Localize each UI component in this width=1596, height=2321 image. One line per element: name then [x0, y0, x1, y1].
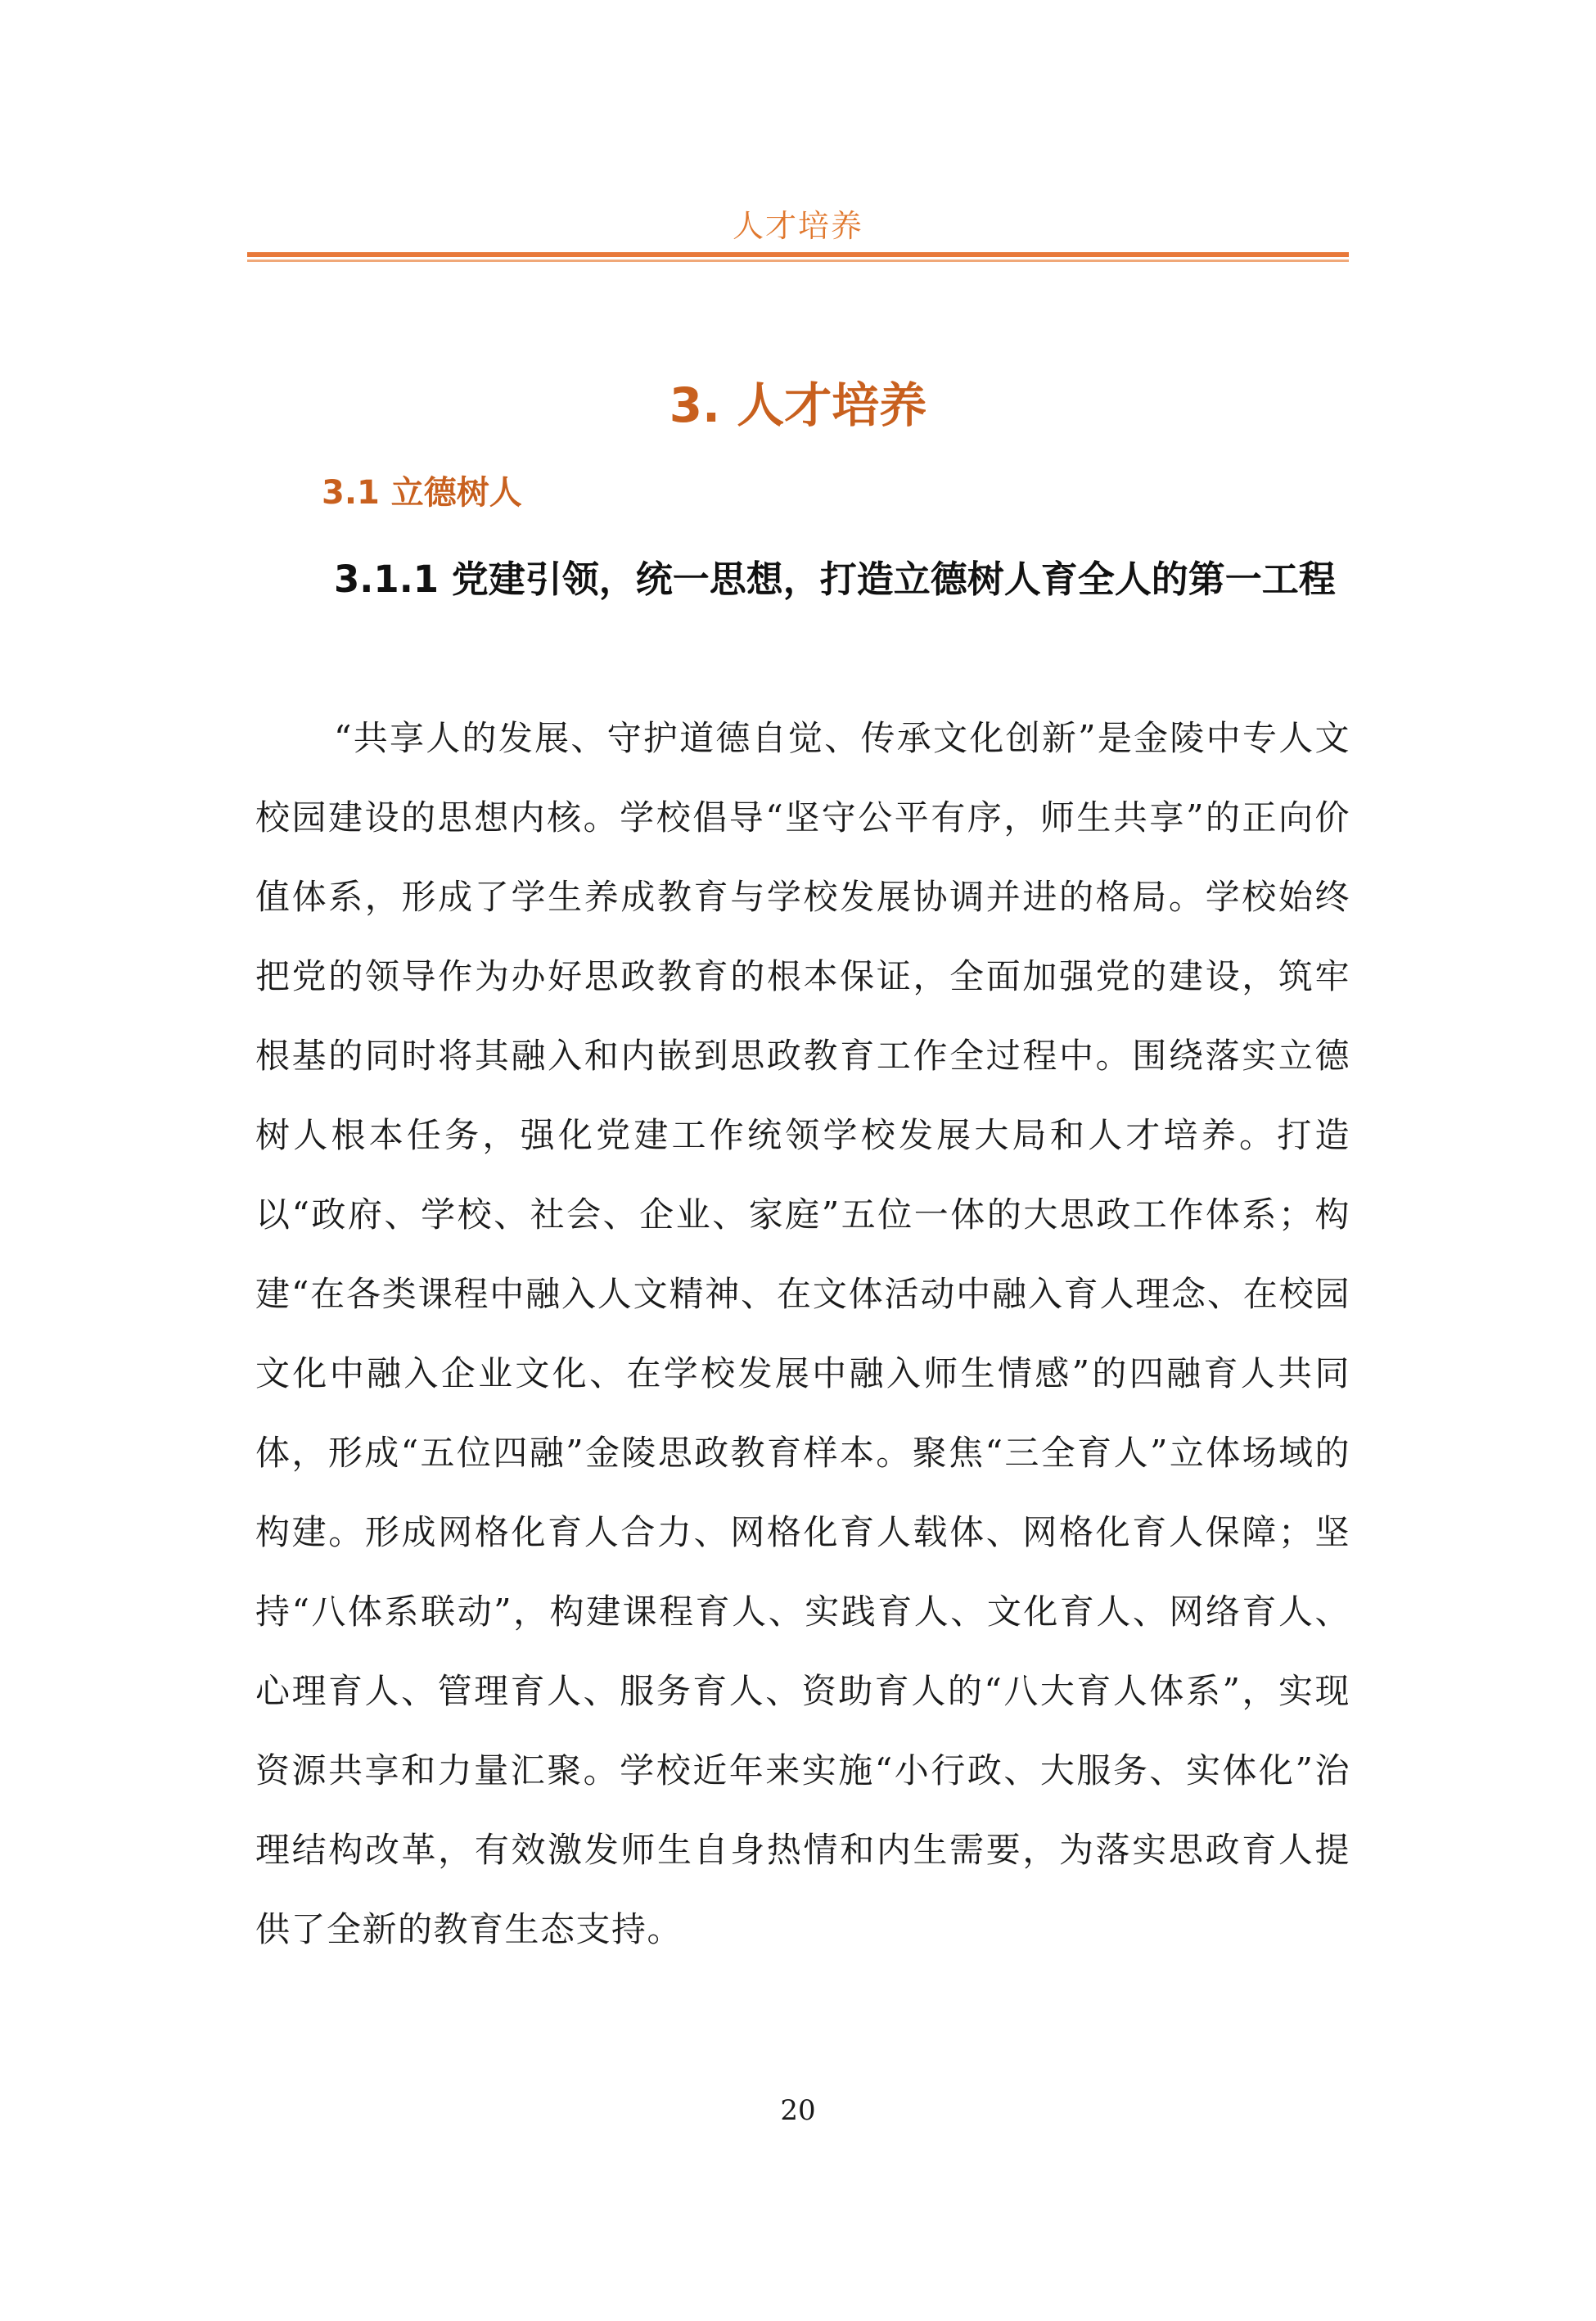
page-number: 20	[780, 2094, 816, 2127]
body-paragraph: “共享人的发展、守护道德自觉、传承文化创新”是金陵中专人文校园建设的思想内核。学校倡导“坚守公平有序，师生共享”的正向价值体系，形成了学生养成教育与学校发展协调并进的格局。学校始终把党的领导作为办好思政教育的根本保证，全面加强党的建设，筑牢根基的同时将其融入和内嵌到思政教育工作全过程中。围绕落实立德树人根本任务，强化党建工作统领学校发展大局和人才培养。打造以“政府、学校、社会、企业、家庭”五位一体的大思政工作体系；构建“在各类课程中融入人文精神、在文体活动中融入育人理念、在校园文化中融入企业文化、在学校发展中融入师生情感”的四融育人共同体，形成“五位四融”金陵思政教育样本。聚焦“三全育人”立体场域的构建。形成网格化育人合力、网格化育人载体、网格化育人保障；坚持“八体系联动”，构建课程育人、实践育人、文化育人、网络育人、心理育人、管理育人、服务育人、资助育人的“八大育人体系”，实现资源共享和力量汇聚。学校近年来实施“小行政、大服务、实体化”治理结构改革，有效激发师生自身热情和内生需要，为落实思政育人提供了全新的教育生态支持。	[255, 718, 1350, 1949]
subsection-title: 3.1.1 党建引领，统一思想，打造立德树人育全人的第一工程	[334, 558, 1336, 601]
header-rule-accent	[247, 260, 1349, 262]
header-title: 人才培养	[732, 208, 863, 244]
header-rule	[247, 252, 1349, 257]
chapter-title: 3. 人才培养	[669, 377, 927, 433]
section-title: 3.1 立德树人	[322, 474, 522, 512]
